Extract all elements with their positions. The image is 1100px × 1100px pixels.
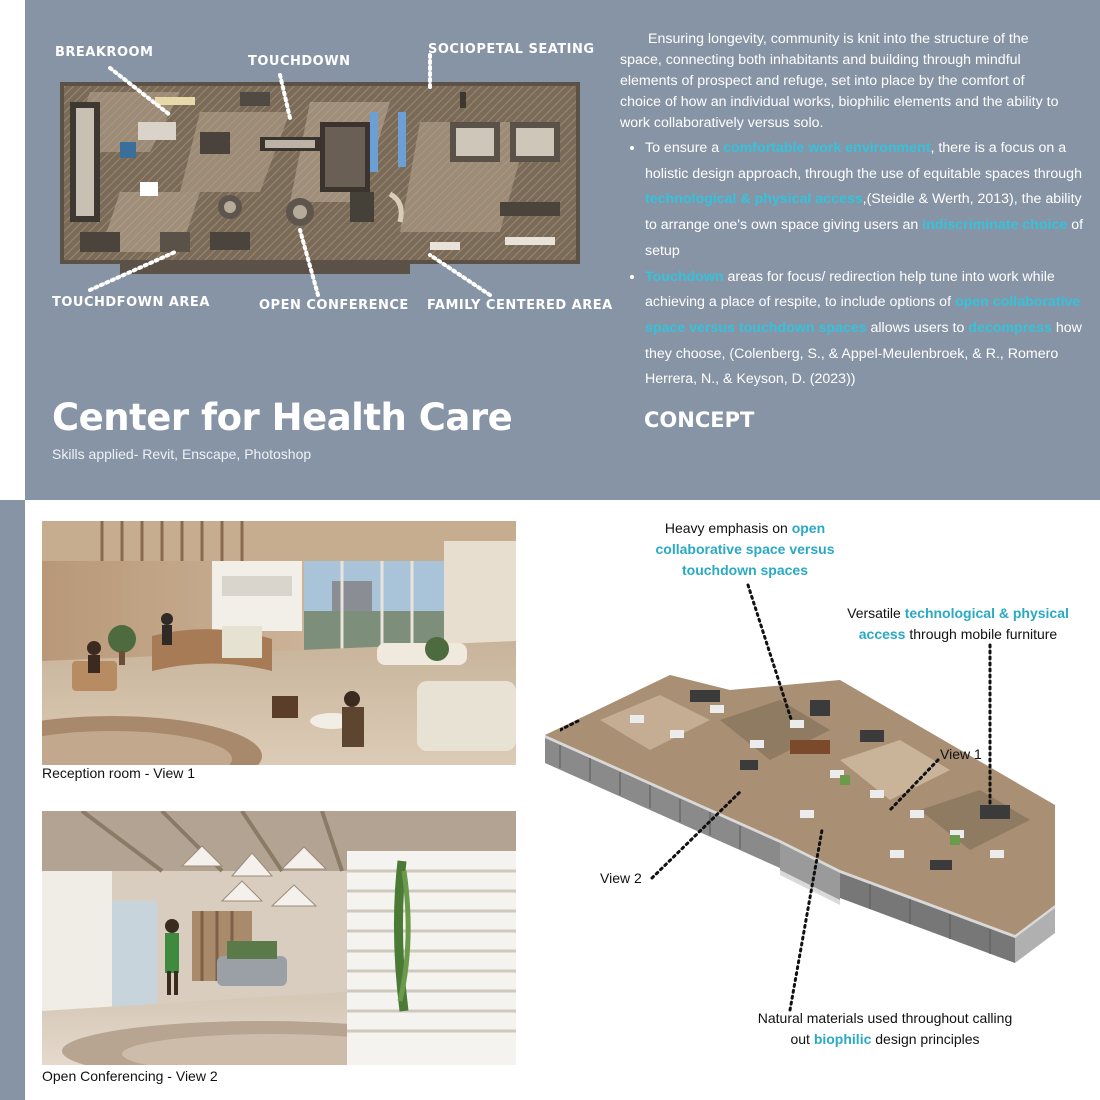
axo-view1-label: View 1 bbox=[940, 746, 982, 762]
page-title: Center for Health Care bbox=[52, 396, 513, 439]
left-strip bbox=[0, 500, 25, 1100]
axo-note-access: Versatile technological & physical access through mobile furniture bbox=[847, 605, 1069, 642]
label-family-centered-area: FAMILY CENTERED AREA bbox=[427, 298, 613, 313]
label-breakroom: BREAKROOM bbox=[55, 45, 154, 60]
axo-leader-lines bbox=[560, 580, 1020, 1020]
axo-note-biophilic: Natural materials used throughout calling out biophilic design principles bbox=[757, 1010, 1013, 1047]
reception-render bbox=[42, 521, 516, 765]
concept-bullet-2: • Touchdown areas for focus/ redirection help tune into work while achieving a place of respite, to include options of open collaborative space versus touchdown spaces allows users to decompress how they choose, (Colenberg, S., & Appel-Meulenbroek, & R., Romero Herrera, N., & Keyson, D. (2023)) bbox=[645, 265, 1090, 394]
concept-intro: Ensuring longevity, community is knit into the structure of the space, connecting both inhabitants and building through mindful elements of prospect and refuge, set into place by the comfort of choice of how an individual works, biophilic elements and the ability to work collaboratively versus solo. bbox=[620, 31, 1059, 131]
label-touchdown-area: TOUCHDFOWN AREA bbox=[52, 295, 210, 310]
label-open-conference: OPEN CONFERENCE bbox=[259, 298, 409, 313]
open-conferencing-render bbox=[42, 811, 516, 1065]
label-sociopetal-seating: SOCIOPETAL SEATING bbox=[428, 42, 595, 57]
open-conferencing-caption: Open Conferencing - View 2 bbox=[42, 1068, 218, 1084]
concept-list bbox=[620, 136, 1090, 393]
concept-bullet-1: • To ensure a comfortable work environment, there is a focus on a holistic design approach, through the use of equitable spaces through technological & physical access,(Steidle & Werth, 2013), the ability to arrange one's own space giving users an indiscriminate choice of setup bbox=[645, 136, 1090, 265]
skills-applied: Skills applied- Revit, Enscape, Photoshop bbox=[52, 446, 312, 462]
axo-view2-label: View 2 bbox=[600, 870, 642, 886]
concept-heading: CONCEPT bbox=[644, 408, 755, 432]
label-touchdown: TOUCHDOWN bbox=[248, 54, 351, 69]
reception-caption: Reception room - View 1 bbox=[42, 765, 196, 781]
axo-note-collaborative: Heavy emphasis on open collaborative space versus touchdown spaces bbox=[655, 520, 835, 578]
